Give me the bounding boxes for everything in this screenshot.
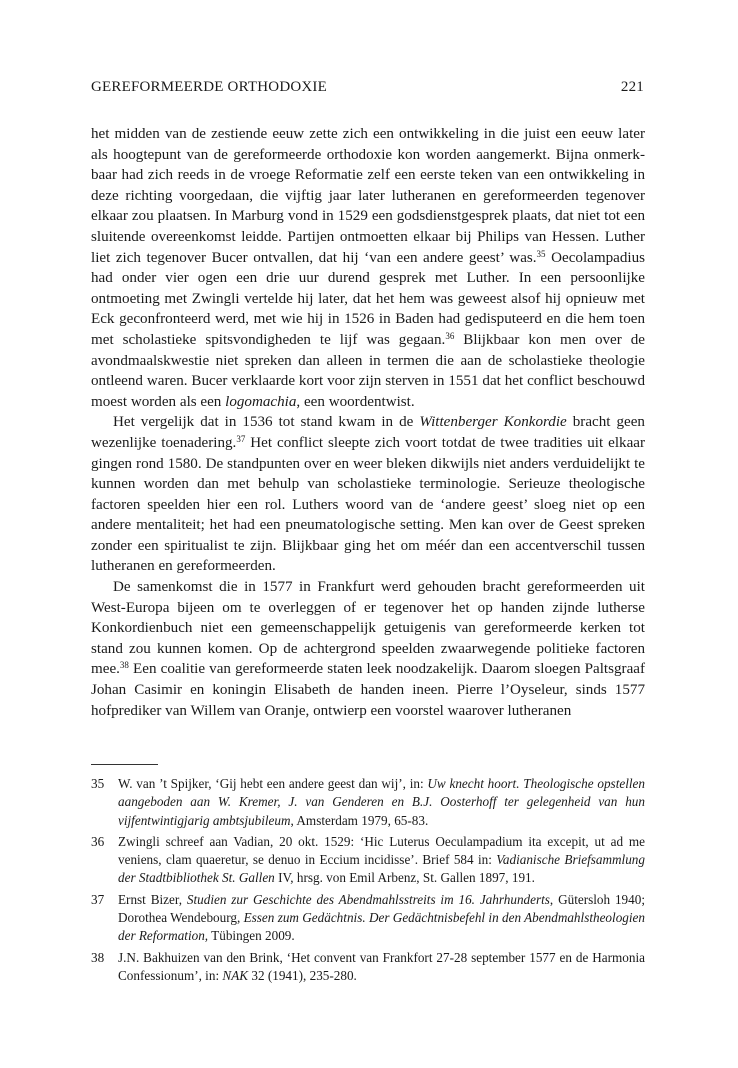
italic-text: Vadianische Briefsammlung der Stadtbibliothek St. Gallen bbox=[118, 852, 645, 886]
footnote bbox=[91, 949, 645, 986]
footnote-text bbox=[118, 891, 645, 946]
italic-text: Studien zur Geschichte des Abendmahlsstreits im 16. Jahrhunderts bbox=[186, 891, 550, 907]
running-head bbox=[91, 79, 644, 96]
paragraph bbox=[91, 412, 645, 577]
italic-text: Uw knecht hoort. Theologische opstellen aangeboden aan W. Kremer, J. van Genderen en B.J. Oosterhoff ter gelegenheid van hun vijfentwintigjarig ambtsjubileum bbox=[118, 776, 645, 828]
text-run: Blijkbaar kon men over de avondmaalskwestie niet spreken dan alleen in termen die aan de scholastieke theologie ontleend waren. Bucer verklaarde kort voor zijn sterven in 1551 dat het conflict beschouwd moest worden als een bbox=[91, 331, 645, 410]
text-run: Het vergelijk dat in 1536 tot stand kwam in de bbox=[113, 414, 420, 431]
text-run: Tübingen 2009. bbox=[208, 928, 295, 944]
footnote bbox=[91, 833, 645, 888]
paragraph bbox=[91, 124, 645, 412]
text-run: De samenkomst die in 1577 in Frankfurt werd gehouden bracht gereformeerden uit West-Europa bijeen om te overleggen of er tegenover het op handen zijnde lutherse Konkordienbuch niet een gemeenschappelijk getuigenis van gereformeerde kerken tot stand zou kunnen komen. Op de achtergrond speelden zwaarwegende politieke factoren mee. bbox=[91, 579, 645, 678]
footnote-reference: 36 bbox=[445, 330, 455, 341]
text-run: J.N. Bakhuizen van den Brink, ‘Het convent van Frankfort 27-28 september 1577 en de Harmonia Confessionum’, in: bbox=[118, 949, 645, 983]
footnote-separator bbox=[91, 764, 158, 765]
paragraph bbox=[91, 577, 645, 721]
footnote-number: 38 bbox=[91, 949, 105, 965]
footnote-number: 37 bbox=[91, 891, 105, 907]
footnote-number: 35 bbox=[91, 776, 105, 791]
text-run: , een woordentwist. bbox=[296, 393, 415, 410]
footnote-number: 36 bbox=[91, 833, 105, 849]
italic-text: logomachia bbox=[225, 393, 297, 410]
footnote-reference: 37 bbox=[236, 433, 246, 444]
text-run: , Amsterdam 1979, 65-83. bbox=[290, 812, 429, 828]
text-run: , Gütersloh 1940; Dorothea Wendebourg, bbox=[118, 891, 645, 926]
text-run: W. van ’t Spijker, ‘Gij hebt een andere geest dan wij’, in: bbox=[118, 776, 428, 791]
running-head-title: GEREFORMEERDE ORTHODOXIE bbox=[91, 79, 327, 95]
footnote bbox=[91, 775, 645, 830]
text-run: Het conflict sleepte zich voort totdat de twee tradities uit elkaar gingen rond 1580. De standpunten over en weer bleken dikwijls niet anders verduidelijkt te kunnen worden dan met behulp van scholastieke terminologie. Serieuze theologische factoren speelden hier een rol. Luthers woord van de ‘andere geest’ sloeg niet op een andere mentaliteit; het had een pneumatologische setting. Men kan over de Geest spreken zonder een spiritualist te zijn. Blijkbaar ging het om méér dan een accentverschil tussen lutheranen en gereformeerden. bbox=[91, 434, 645, 575]
text-run: 32 (1941), 235-280. bbox=[248, 967, 357, 983]
footnotes bbox=[91, 775, 645, 988]
footnote-text bbox=[118, 949, 645, 986]
text-run: Een coalitie van gereformeerde staten leek noodzakelijk. Daarom sloegen Paltsgraaf Johan Casimir en koningin Elisabeth de handen ineen. Pierre l’Oyseleur, sinds 1577 hofprediker van Willem van Oranje, ontwierp een voorstel waarover lutheranen bbox=[91, 661, 645, 719]
text-run: het midden van de zestiende eeuw zette zich een ontwikkeling in die juist een eeuw later als hoogtepunt van de gereformeerde orthodoxie kon worden aangemerkt. Bijna onmerkbaar had zich reeds in de vroege Reformatie zelf een eerste teken van een ontwikkeling in deze richting voorgedaan, die vijftig jaar later lutheranen en gereformeerden tegenover elkaar zou plaatsen. In Marburg vond in 1529 een godsdienstgesprek plaats, dat niet tot een sluitende overeenkomst leidde. Partijen ontmoetten elkaar bij Philips van Hessen. Luther liet zich tegenover Bucer ontvallen, dat hij ‘van een andere geest’ was. bbox=[91, 126, 645, 266]
text-run: Oecolampadius had onder vier ogen een drie uur durend gesprek met Luther. In een persoonlijke ontmoeting met Zwingli vertelde hij later, dat het hem was geweest alsof hij opnieuw met Eck geconfronteerd werd, met wie hij in 1526 in Baden had gedisputeerd en die hem toen met scholastieke spitsvondigheden te lijf was gegaan. bbox=[91, 249, 645, 348]
page-number: 221 bbox=[620, 79, 644, 95]
footnote bbox=[91, 891, 645, 946]
text-run: Zwingli schreef aan Vadian, 20 okt. 1529: ‘Hic Luterus Oeculampadium ita excepit, ut ad me veniens, clam quaeretur, se denuo in Eccium incidisse’. Brief 584 in: bbox=[118, 833, 645, 868]
italic-text: Essen zum Gedächtnis. Der Gedächtnisbefehl in den Abendmahlstheologien der Reformation, bbox=[118, 910, 645, 944]
text-run: IV, hrsg. von Emil Arbenz, St. Gallen 1897, 191. bbox=[274, 870, 535, 886]
italic-text: NAK bbox=[222, 967, 249, 983]
italic-text: Wittenberger Konkordie bbox=[419, 414, 567, 431]
text-run: bracht geen wezenlijke toenadering. bbox=[91, 414, 645, 451]
footnote-text bbox=[118, 833, 645, 888]
body-text bbox=[91, 124, 645, 721]
text-run: Ernst Bizer, bbox=[118, 891, 187, 907]
footnote-reference: 38 bbox=[119, 660, 129, 671]
footnote-text bbox=[118, 775, 645, 830]
footnote-reference: 35 bbox=[536, 248, 546, 259]
